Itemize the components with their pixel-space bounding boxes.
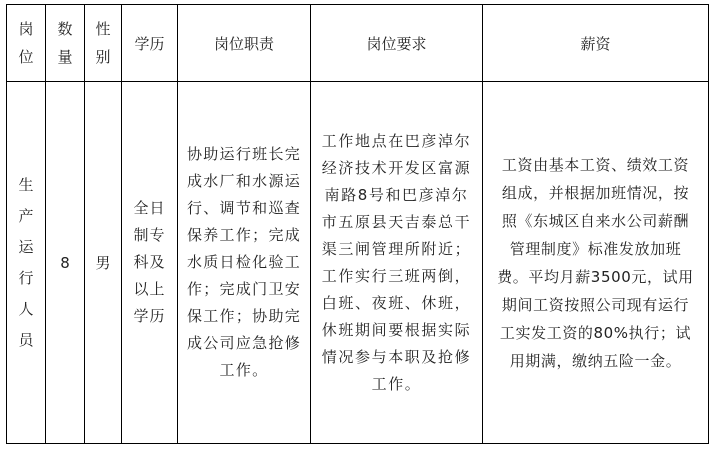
job-table	[6, 4, 709, 444]
header-duties: 岗位职责	[178, 5, 311, 82]
header-gender	[85, 5, 122, 82]
cell-count: 8	[46, 82, 85, 444]
header-count-char-2: 量	[57, 48, 73, 66]
position-char-3: 运	[18, 237, 34, 256]
header-row	[7, 5, 709, 82]
header-salary: 薪资	[483, 5, 709, 82]
header-gender-char-2: 别	[95, 48, 111, 66]
cell-education	[122, 82, 178, 444]
header-position	[7, 5, 46, 82]
cell-gender: 男	[85, 82, 122, 444]
position-char-4: 行	[18, 268, 34, 287]
position-char-1: 生	[18, 175, 34, 194]
header-education: 学历	[122, 5, 178, 82]
header-position-char-1: 岗	[18, 20, 34, 38]
cell-position	[7, 82, 46, 444]
header-count	[46, 5, 85, 82]
header-requirements: 岗位要求	[311, 5, 483, 82]
position-char-2: 产	[18, 206, 34, 225]
header-position-char-2: 位	[18, 48, 34, 66]
position-char-5: 人	[18, 299, 34, 318]
cell-duties: 协助运行班长完成水厂和水源运行、调节和巡查保养工作；完成水质日检化验工作；完成门卫安保工作；协助完成公司应急抢修工作。	[178, 82, 311, 444]
cell-salary: 工资由基本工资、绩效工资组成，并根据加班情况，按照《东城区自来水公司薪酬管理制度》标准发放加班费。平均月薪3500元，试用期间工资按照公司现有运行工实发工资的80%执行；试用期满，缴纳五险一金。	[483, 82, 709, 444]
position-char-6: 员	[18, 330, 34, 349]
education-text: 全日制专科及以上学历	[133, 199, 166, 325]
data-row	[7, 82, 709, 444]
header-gender-char-1: 性	[95, 20, 111, 38]
cell-requirements: 工作地点在巴彦淖尔经济技术开发区富源南路8号和巴彦淖尔市五原县天吉泰总干渠三闸管理所附近；工作实行三班两倒，白班、夜班、休班，休班期间要根据实际情况参与本职及抢修工作。	[311, 82, 483, 444]
header-count-char-1: 数	[57, 20, 73, 38]
